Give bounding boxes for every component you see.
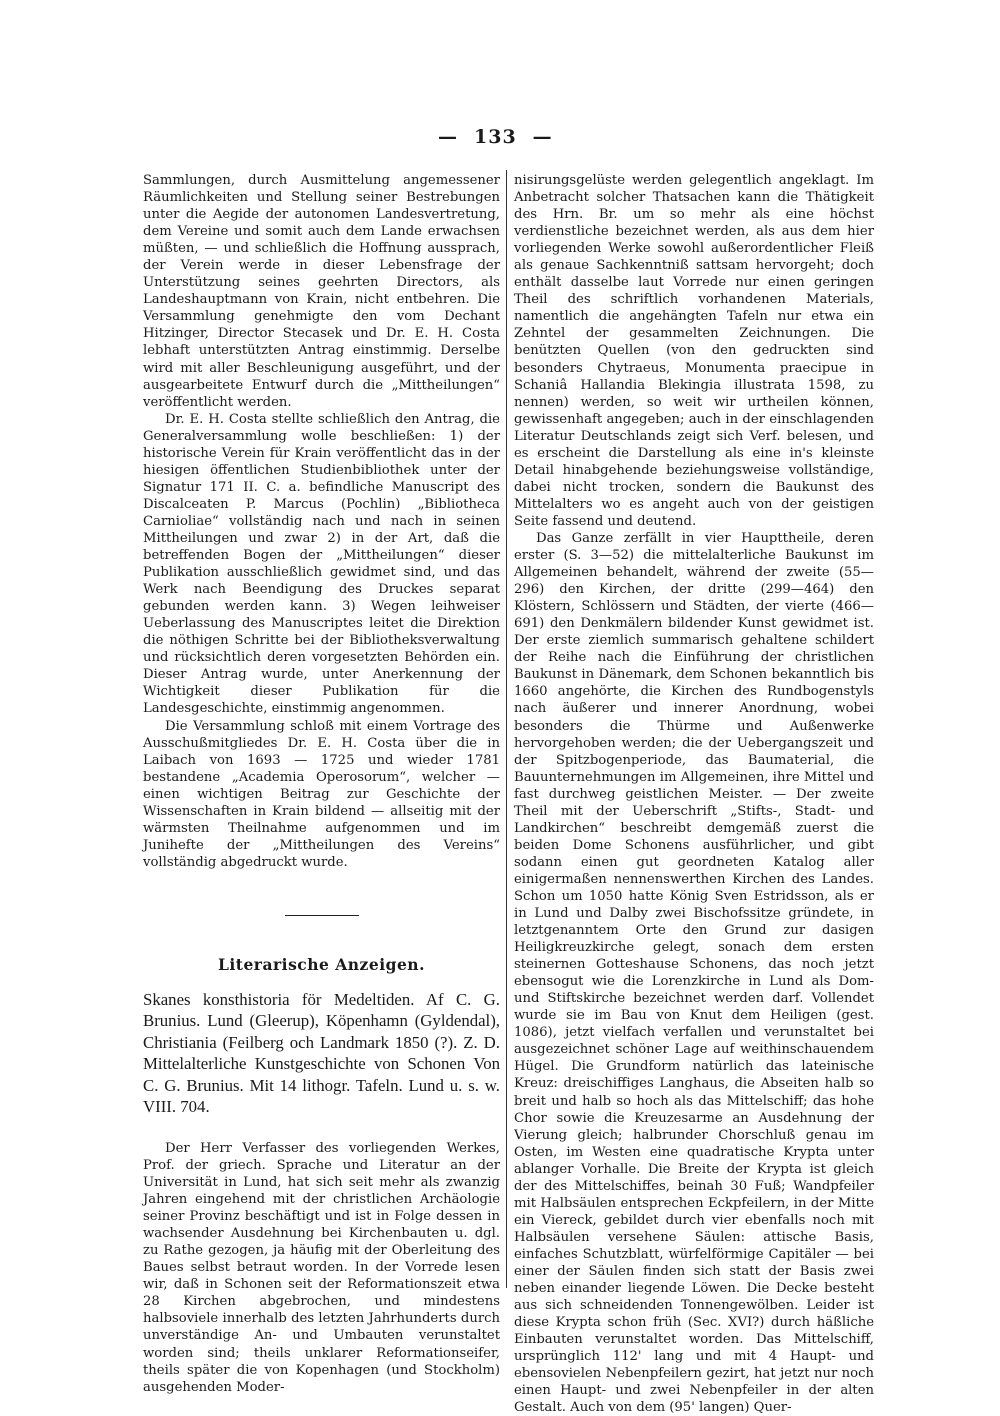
paragraph: Die Versammlung schloß mit einem Vortrage des Ausschußmitgliedes Dr. E. H. Costa über die in Laibach von 1693 — 1725 und wieder 1781 bestandene „Academia Operosorum“, welcher — einen wichtigen Beitrag zur Geschichte der Wissenschaften in Krain bildend — allseitig mit der wärmsten Theilnahme aufgenommen und im Junihefte der „Mittheilungen des Vereins“ vollständig abgedruckt wurde.: [143, 718, 500, 870]
section-title: Literarische Anzeigen.: [218, 954, 425, 974]
page-number: 133: [474, 126, 517, 148]
book-title: Skanes konsthistoria för Medeltiden. Af C. G. Brunius. Lund (Gleerup), Köpenhamn (Gyldendal), Christiania (Feilberg och Landmark 1850 (?). Z. D. Mittelalterliche Kunstgeschichte von Schonen Von C. G. Brunius. Mit 14 lithogr. Tafeln. Lund u. s. w. VIII. 704.: [143, 989, 500, 1117]
paragraph: Das Ganze zerfällt in vier Haupttheile, deren erster (S. 3—52) die mittelalterliche Baukunst im Allgemeinen behandelt, während der zweite (55—296) den Kirchen, der dritte (299—464) den Klöstern, Schlössern und Städten, der vierte (466—691) den Denkmälern bildender Kunst gewidmet ist. Der erste ziemlich summarisch gehaltene schildert der Reihe nach die Einführung der christlichen Baukunst in Dänemark, dem Schonen bekanntlich bis 1660 angehörte, die Kirchen des Rundbogenstyls nach äußerer und innerer Anordnung, wobei besonders die Thürme und Außenwerke hervorgehoben werden; die der Uebergangszeit und der Spitzbogenperiode, das Baumaterial, die Bauunternehmungen im Allgemeinen, ihre Mittel und fast durchweg geistlichen Meister. — Der zweite Theil mit der Ueberschrift „Stifts-, Stadt- und Landkirchen“ beschreibt demgemäß zuerst die beiden Dome Schonens ausführlicher, und gibt sodann einen gut geordneten Katalog aller einigermaßen nennenswerthen Kirchen des Landes. Schon um 1050 hatte König Sven Estridsson, als er in Lund und Dalby zwei Bischofssitze gründete, in letztgenanntem Orte den Grund zur dasigen Heiligkreuzkirche gelegt, sonach dem ersten steinernen Gotteshause Schonens, das noch jetzt ebensogut wie die Lorenzkirche in Lund als Dom- und Stiftskirche bezeichnet werden darf. Vollendet wurde sie im Bau von Knut dem Heiligen (gest. 1086), jetzt vielfach verfallen und verunstaltet bei ausgezeichnet schöner Lage auf weithinschauendem Hügel. Die Grundform natürlich das lateinische Kreuz: dreischiffiges Langhaus, die Abseiten halb so breit und halb so hoch als das Mittelschiff; das hohe Chor sowie die Kreuzesarme an Ausdehnung der Vierung gleich; halbrunder Chorschluß genau im Osten, im Westen eine quadratische Krypta unter ablanger Vorhalle. Die Breite der Krypta ist gleich der des Mittelschiffes, beinah 30 Fuß; Wandpfeiler mit Halbsäulen entsprechen Eckpfeilern, in der Mitte ein Viereck, gebildet durch vier ebenfalls noch mit Halbsäulen versehene Säulen: attische Basis, einfaches Schutzblatt, würfelförmige Capitäler — bei einer der Säulen finden sich statt der Basis zwei neben einander liegende Löwen. Die Decke besteht aus sich schneidenden Tonnengewölben. Leider ist diese Krypta schon früh (Sec. XVI?) durch häßliche Einbauten verunstaltet worden. Das Mittelschiff, ursprünglich 112' lang und mit 4 Haupt- und ebensovielen Nebenpfeilern gezirt, hat jetzt nur noch einen Haupt- und zwei Nebenpfeiler in der alten Gestalt. Auch von dem (95' langen) Quer-: [514, 530, 874, 1416]
dash-left: —: [438, 126, 458, 148]
paragraph: Sammlungen, durch Ausmittelung angemessener Räumlichkeiten und Stellung seiner Bestrebungen unter die Aegide der autonomen Landesvertretung, dem Vereine und somit auch dem Lande erwachsen müßten, — und schließlich die Hoffnung aussprach, der Verein werde in dieser Lebensfrage der Unterstützung seines geehrten Directors, als Landeshauptmann von Krain, nicht entbehren. Die Versammlung genehmigte den vom Dechant Hitzinger, Director Stecasek und Dr. E. H. Costa lebhaft unterstützten Antrag einstimmig. Derselbe wird mit aller Beschleunigung ausgeführt, und der ausgearbeitete Entwurf durch die „Mittheilungen“ veröffentlicht werden.: [143, 173, 500, 410]
page-number-header: [0, 126, 1000, 148]
review-paragraph: Der Herr Verfasser des vorliegenden Werkes, Prof. der griech. Sprache und Literatur an der Universität in Lund, hat sich seit mehr als zwanzig Jahren eingehend mit der christlichen Archäologie seiner Provinz beschäftigt und ist in Folge dessen in wachsender Ausdehnung bei Kirchenbauten u. dgl. zu Rathe gezogen, ja häufig mit der Oberleitung des Baues selbst betraut worden. In der Vorrede lesen wir, daß in Schonen seit der Reformationszeit etwa 28 Kirchen abgebrochen, und mindestens halbsoviele innerhalb des letzten Jahrhunderts durch unverständige An- und Umbauten verunstaltet worden sind; theils unklarer Reformationseifer, theils später die von Kopenhagen (und Stockholm) ausgehenden Moder-: [143, 1140, 500, 1395]
column-divider: [506, 170, 507, 1288]
left-column: [143, 172, 500, 1396]
paragraph: nisirungsgelüste werden gelegentlich angeklagt. Im Anbetracht solcher Thatsachen kann die Thätigkeit des Hrn. Br. um so mehr als eine höchst verdienstliche bezeichnet werden, als aus dem hier vorliegenden Werke sowohl außerordentlicher Fleiß als genaue Sachkenntniß sattsam hervorgeht; doch enthält dasselbe laut Vorrede nur einen geringen Theil des schriftlich vorhandenen Materials, namentlich die angehängten Tafeln nur etwa ein Zehntel der gesammelten Zeichnungen. Die benützten Quellen (von den gedruckten sind besonders Chytraeus, Monumenta praecipue in Schaniâ Hallandia Blekingia illustrata 1598, zu nennen) werden, so weit wir urtheilen können, gewissenhaft angegeben; auch in der einschlagenden Literatur Deutschlands zeigt sich Verf. belesen, und es erscheint die Darstellung als eine in's kleinste Detail hinabgehende beziehungsweise vollständige, dabei nicht trocken, sondern die Baukunst des Mittelalters wo es angeht auch von der geistigen Seite fassend und deutend.: [514, 173, 874, 529]
section-divider: [285, 915, 359, 916]
paragraph: Dr. E. H. Costa stellte schließlich den Antrag, die Generalversammlung wolle beschließen: 1) der historische Verein für Krain veröffentlicht das in der hiesigen öffentlichen Studienbibliothek unter der Signatur 171 II. C. a. befindliche Manuscript des Discalceaten P. Marcus (Pochlin) „Bibliotheca Carnioliae“ vollständig nach und nach in seinen Mittheilungen und zwar 2) in der Art, daß die betreffenden Bogen der „Mittheilungen“ dieser Publikation ausschließlich gewidmet sind, und das Werk nach Beendigung des Druckes separat gebunden werden kann. 3) Wegen leihweiser Ueberlassung des Manuscriptes leitet die Direktion die nöthigen Schritte bei der Bibliotheksverwaltung und rücksichtlich deren vorgesetzten Behörden ein. Dieser Antrag wurde, unter Anerkennung der Wichtigkeit dieser Publikation für die Landesgeschichte, einstimmig angenommen.: [143, 411, 500, 717]
dash-right: —: [532, 126, 553, 148]
right-column: [514, 172, 874, 1416]
